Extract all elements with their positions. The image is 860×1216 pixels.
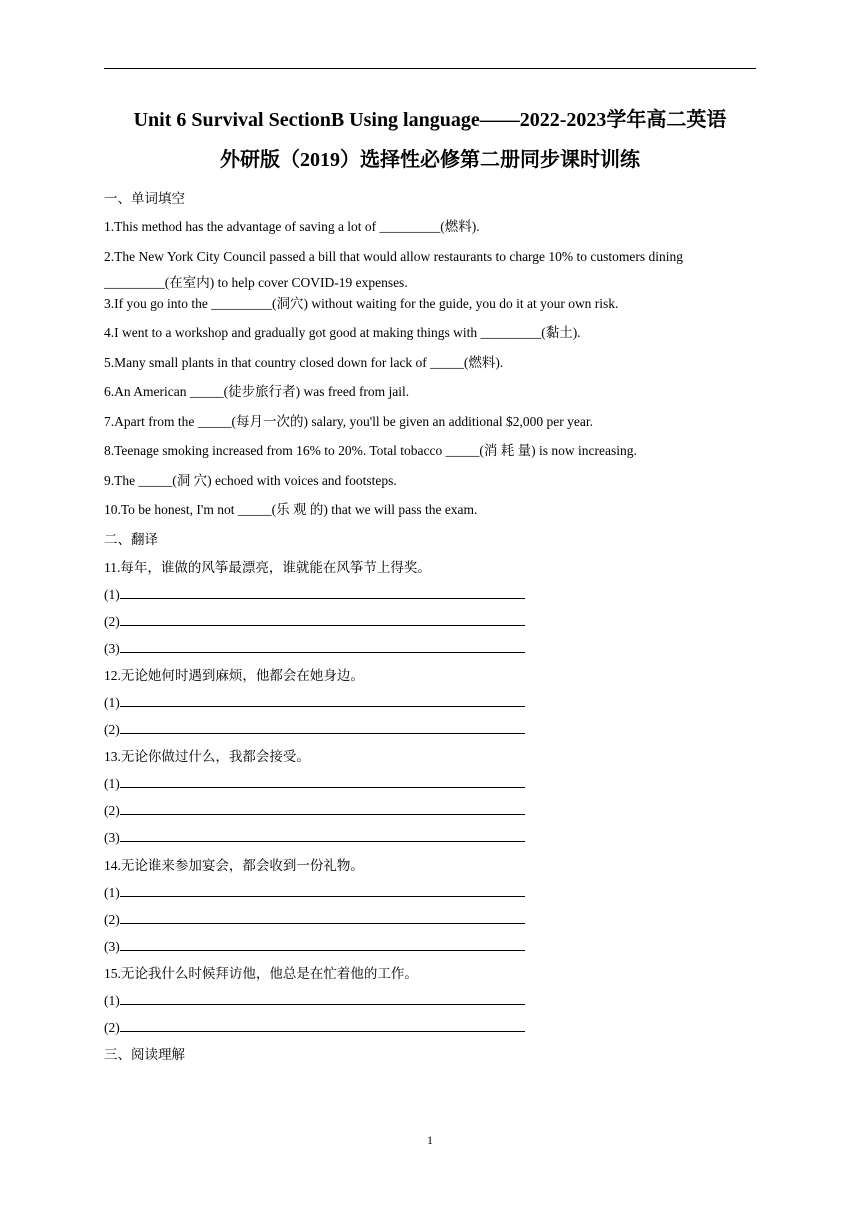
answer-blank[interactable]	[120, 883, 525, 897]
section-heading-translation: 二、翻译	[104, 531, 158, 547]
answer-line[interactable]: (1)	[104, 693, 756, 720]
question-6: 6.An American _____(徒步旅行者) was freed from jail.	[104, 384, 410, 399]
translation-12	[104, 666, 756, 747]
translation-prompt: 12.无论她何时遇到麻烦，他都会在她身边。	[104, 667, 364, 683]
answer-line[interactable]: (2)	[104, 801, 756, 828]
translation-13	[104, 747, 756, 855]
answer-line[interactable]: (3)	[104, 828, 756, 855]
translation-prompt: 15.无论我什么时候拜访他，他总是在忙着他的工作。	[104, 965, 418, 981]
answer-line[interactable]: (2)	[104, 1018, 756, 1045]
translation-prompt: 11.每年，谁做的风筝最漂亮，谁就能在风筝节上得奖。	[104, 559, 431, 575]
answer-blank[interactable]	[120, 991, 525, 1005]
translation-14	[104, 856, 756, 964]
header-rule	[104, 68, 756, 69]
answer-blank[interactable]	[120, 612, 525, 626]
page-number: 1	[427, 1133, 433, 1147]
answer-line[interactable]: (2)	[104, 720, 756, 747]
answer-blank[interactable]	[120, 937, 525, 951]
question-7: 7.Apart from the _____(每月一次的) salary, you'll be given an additional $2,000 per year.	[104, 413, 593, 429]
translation-11	[104, 558, 756, 666]
answer-blank[interactable]	[120, 585, 525, 599]
answer-blank[interactable]	[120, 639, 525, 653]
answer-blank[interactable]	[120, 720, 525, 734]
answer-line[interactable]: (2)	[104, 612, 756, 639]
answer-blank[interactable]	[120, 828, 525, 842]
question-4: 4.I went to a workshop and gradually got good at making things with _________(黏土).	[104, 325, 581, 340]
question-5: 5.Many small plants in that country closed down for lack of _____(燃料).	[104, 354, 504, 370]
question-10: 10.To be honest, I'm not _____(乐 观 的) that we will pass the exam.	[104, 502, 478, 517]
translation-prompt: 13.无论你做过什么，我都会接受。	[104, 749, 310, 765]
section-heading-reading: 三、阅读理解	[104, 1047, 185, 1063]
document-title: Unit 6 Survival SectionB Using language——2022-2023学年高二英语	[133, 109, 727, 131]
question-9: 9.The _____(洞 穴) echoed with voices and footsteps.	[104, 472, 397, 488]
question-2: 2.The New York City Council passed a bill that would allow restaurants to charge 10% to customers dining _________(在室内) to help cover COVID-19 expenses.	[104, 248, 684, 290]
answer-line[interactable]: (1)	[104, 774, 756, 801]
document-subtitle: 外研版（2019）选择性必修第二册同步课时训练	[220, 149, 640, 171]
translation-15	[104, 964, 756, 1045]
answer-blank[interactable]	[120, 1018, 525, 1032]
question-1: 1.This method has the advantage of saving a lot of _________(燃料).	[104, 219, 480, 234]
answer-line[interactable]: (3)	[104, 639, 756, 666]
answer-blank[interactable]	[120, 910, 525, 924]
answer-blank[interactable]	[120, 693, 525, 707]
answer-blank[interactable]	[120, 774, 525, 788]
answer-line[interactable]: (1)	[104, 883, 756, 910]
answer-blank[interactable]	[120, 801, 525, 815]
answer-line[interactable]: (1)	[104, 585, 756, 612]
answer-line[interactable]: (3)	[104, 937, 756, 964]
question-3: 3.If you go into the _________(洞穴) without waiting for the guide, you do it at your own risk.	[104, 295, 619, 311]
question-8: 8.Teenage smoking increased from 16% to 20%. Total tobacco _____(消 耗 量) is now increasing.	[104, 443, 637, 458]
section-heading-word-fill: 一、单词填空	[104, 191, 185, 206]
answer-line[interactable]: (1)	[104, 991, 756, 1018]
worksheet-body	[104, 189, 756, 1072]
translation-prompt: 14.无论谁来参加宴会，都会收到一份礼物。	[104, 857, 364, 873]
answer-line[interactable]: (2)	[104, 910, 756, 937]
